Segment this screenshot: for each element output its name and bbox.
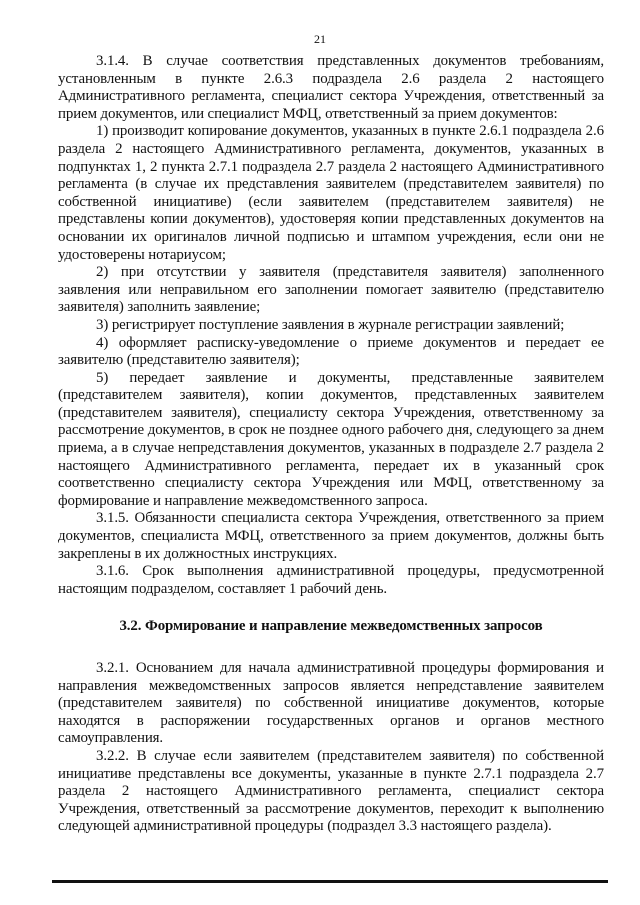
list-item-2: 2) при отсутствии у заявителя (представителя заявителя) заполненного заявления или неправильном его заполнении помогает заявителю (представителю заявителя) заполнить заявление; — [58, 264, 604, 316]
paragraph-3-1-6: 3.1.6. Срок выполнения административной процедуры, предусмотренной настоящим подразделом, составляет 1 рабочий день. — [58, 563, 604, 597]
list-item-1: 1) производит копирование документов, указанных в пункте 2.6.1 подраздела 2.6 раздела 2 настоящего Административного регламента, документов, указанных в подпунктах 1, 2 пункта 2.7.1 подраздела 2.7 раздела 2 настоящего Административного регламента (в случае их представления заявителем (представителем заявителя) по собственной инициативе) (если заявителем (представителем заявителя) не представлены копии документов), удостоверяя копии представленных документов на основании их оригиналов личной подписью и штампом учреждения, если они не удостоверены нотариусом; — [58, 123, 604, 263]
paragraph-3-1-5: 3.1.5. Обязанности специалиста сектора Учреждения, ответственного за прием документов, специалиста МФЦ, ответственного за прием документов, должны быть закреплены в их должностных инструкциях. — [58, 510, 604, 562]
section-heading: 3.2. Формирование и направление межведомственных запросов — [119, 618, 543, 635]
list-item-3: 3) регистрирует поступление заявления в журнале регистрации заявлений; — [96, 316, 565, 333]
page-number: 21 — [314, 32, 326, 46]
document-body — [58, 53, 604, 836]
paragraph-3-1-4: 3.1.4. В случае соответствия представленных документов требованиям, установленным в пункте 2.6.3 подраздела 2.6 раздела 2 настоящего Административного регламента, специалист сектора Учреждения, ответственный за прием документов, или специалист МФЦ, ответственный за прием документов: — [58, 53, 604, 122]
bottom-divider — [52, 880, 608, 883]
paragraph-3-2-1: 3.2.1. Основанием для начала административной процедуры формирования и направления межведомственных запросов является непредставление заявителем (представителем заявителя) по собственной инициативе документов, которые находятся в распоряжении государственных органов и органов местного самоуправления. — [58, 660, 604, 747]
list-item-4: 4) оформляет расписку-уведомление о приеме документов и передает ее заявителю (представителю заявителя); — [58, 334, 604, 369]
paragraph-3-2-2: 3.2.2. В случае если заявителем (представителем заявителя) по собственной инициативе представлены все документы, указанные в пункте 2.7.1 подраздела 2.7 раздела 2 настоящего Административного регламента, специалист сектора Учреждения, ответственный за рассмотрение документов, переходит к выполнению следующей административной процедуры (подраздел 3.3 настоящего раздела). — [58, 747, 604, 835]
list-item-5: 5) передает заявление и документы, представленные заявителем (представителем заявителя), копии документов, представленных заявителем (представителем заявителя), специалисту сектора Учреждения, ответственному за рассмотрение документов, в срок не позднее одного рабочего дня, следующего за днем приема, а в случае непредставления документов, указанных в подразделе 2.7 раздела 2 настоящего Административного регламента, передает их в указанный срок соответственно специалисту сектора Учреждения или МФЦ, ответственному за формирование и направление межведомственного запроса. — [58, 369, 604, 509]
